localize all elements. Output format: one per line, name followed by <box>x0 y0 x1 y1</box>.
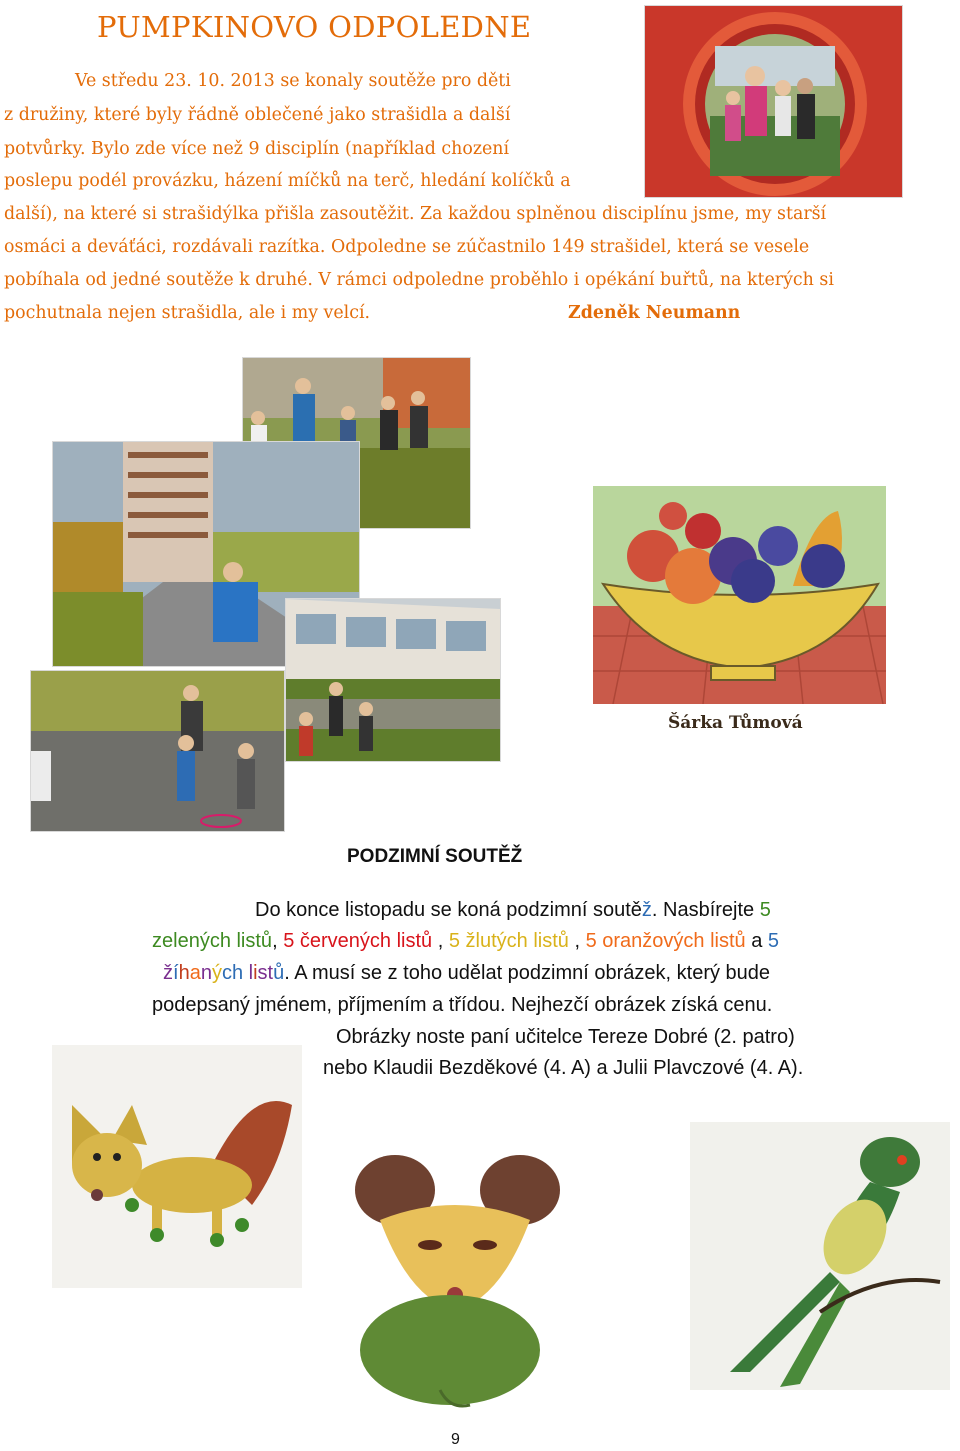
article-line-8: pochutnala nejen strašidla, ale i my velcí. <box>4 303 371 323</box>
article-line-2: z družiny, které byly řádně oblečené jako strašidla a další <box>4 105 511 125</box>
and-word: a <box>751 930 763 952</box>
green-leaves-text: zelených listů <box>152 930 273 952</box>
variegated-char: n <box>200 962 212 984</box>
comma: , <box>272 930 278 952</box>
count-green: 5 <box>759 899 771 921</box>
contest-text: ž <box>641 899 652 921</box>
comma: , <box>437 930 444 952</box>
contest-title: PODZIMNÍ SOUTĚŽ <box>347 846 523 867</box>
variegated-char: h <box>178 962 190 984</box>
contest-line-1 <box>255 899 771 922</box>
variegated-char: ch <box>221 962 244 984</box>
contest-line-2 <box>152 930 779 953</box>
leaf-parrot-picture <box>690 1122 950 1390</box>
variegated-char: í <box>173 962 179 984</box>
page-number: 9 <box>451 1431 460 1448</box>
orange-leaves-text: 5 oranžových listů <box>585 930 746 952</box>
photo-children-in-tube <box>644 5 903 198</box>
drawing-fruit-bowl <box>593 486 886 704</box>
variegated-char: ž <box>163 962 173 984</box>
article-line-4: poslepu podél provázku, házení míčků na terč, hledání kolíčků a <box>4 171 571 191</box>
variegated-char: a <box>189 962 201 984</box>
photo-ring-toss <box>30 670 285 832</box>
variegated-char: i <box>253 962 258 984</box>
drawing-caption: Šárka Tůmová <box>668 713 803 733</box>
variegated-char: l <box>248 962 254 984</box>
variegated-char: st <box>257 962 274 984</box>
contest-line-6: nebo Klaudii Bezděkové (4. A) a Julii Plavczové (4. A). <box>323 1057 804 1079</box>
variegated-char: ů <box>273 962 285 984</box>
leaf-mouse-picture <box>340 1150 570 1410</box>
contest-text: . Nasbírejte <box>651 899 760 921</box>
count-variegated: 5 <box>767 930 780 952</box>
article-line-1: Ve středu 23. 10. 2013 se konaly soutěže pro děti <box>75 71 511 91</box>
contest-line-5: Obrázky noste paní učitelce Tereze Dobré (2. patro) <box>336 1026 795 1048</box>
yellow-leaves-text: 5 žlutých listů <box>448 930 569 952</box>
contest-line-3 <box>163 962 770 985</box>
contest-text: . A musí se z toho udělat podzimní obrázek, který bude <box>284 962 771 984</box>
comma: , <box>574 930 581 952</box>
article-line-6: osmáci a deváťáci, rozdávali razítka. Odpoledne se zúčastnilo 149 strašidel, která se vesele <box>4 237 810 257</box>
article-line-5: další), na které si strašidýlka přišla zasoutěžit. Za každou splněnou disciplínu jsme, my starší <box>4 204 827 224</box>
variegated-char: ý <box>211 962 222 984</box>
contest-text: Do konce listopadu se koná podzimní soutě <box>255 899 642 921</box>
photo-school-building <box>285 598 501 762</box>
article-line-7: pobíhala od jedné soutěže k druhé. V rámci odpoledne proběhlo i opékání buřtů, na kterých si <box>4 270 834 290</box>
article-title: PUMPKINOVO ODPOLEDNE <box>97 10 532 44</box>
red-leaves-text: 5 červených listů <box>283 930 433 952</box>
contest-line-4: podepsaný jménem, příjmením a třídou. Nejhezčí obrázek získá cenu. <box>152 994 773 1016</box>
article-author: Zdeněk Neumann <box>568 303 741 323</box>
article-line-3: potvůrky. Bylo zde více než 9 disciplín (například chození <box>4 139 510 159</box>
leaf-fox-picture <box>52 1045 302 1288</box>
